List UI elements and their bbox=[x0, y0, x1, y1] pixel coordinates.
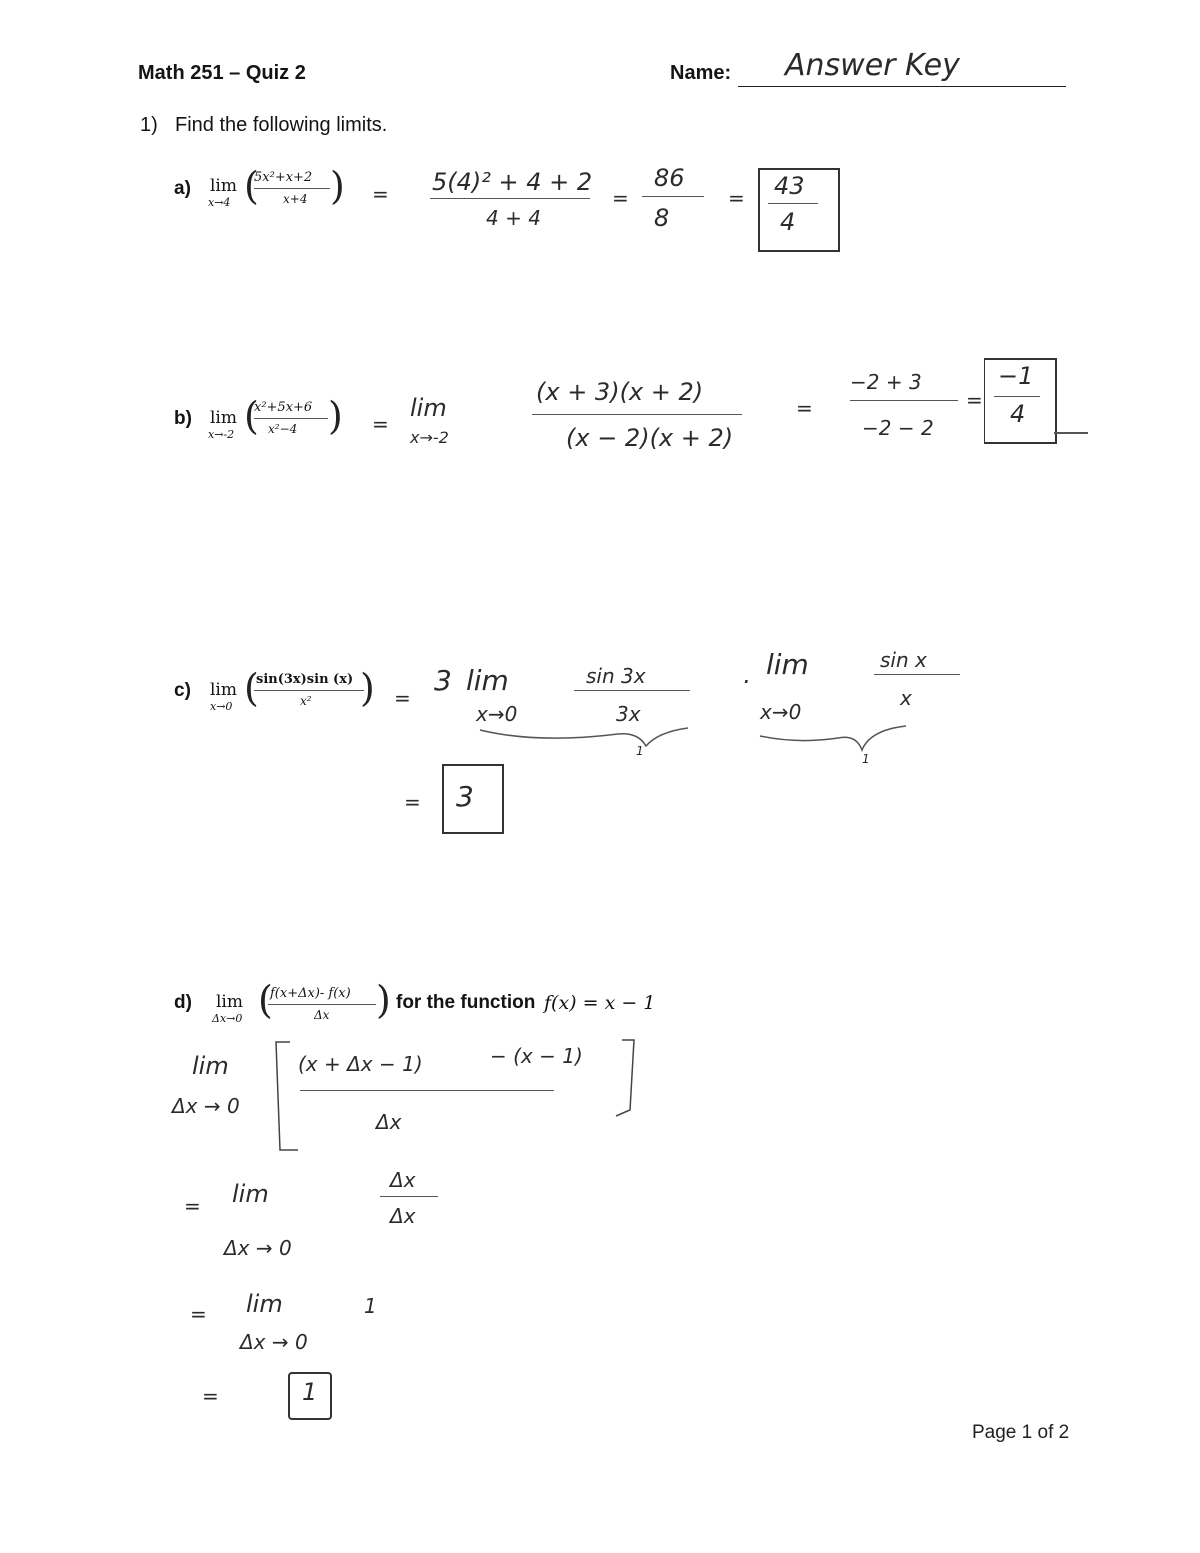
lim-approach: Δx→0 bbox=[212, 1012, 243, 1025]
lim-text: lim bbox=[216, 992, 243, 1012]
equals: = bbox=[372, 412, 389, 436]
fraction-bar bbox=[874, 674, 960, 675]
numerator: f(x+Δx)- f(x) bbox=[270, 986, 351, 1001]
multiply-dot: · bbox=[742, 668, 750, 696]
fraction-bar bbox=[430, 198, 590, 199]
work-denominator: Δx bbox=[376, 1110, 402, 1134]
left-bracket bbox=[276, 1042, 298, 1150]
fraction-bar bbox=[642, 196, 704, 197]
lim-text: lim bbox=[210, 176, 237, 196]
numerator: 5x²+x+2 bbox=[254, 170, 313, 185]
work-lim-approach: Δx → 0 bbox=[240, 1330, 308, 1354]
part-label: d) bbox=[174, 992, 192, 1013]
work-lim-approach: x→0 bbox=[760, 700, 802, 724]
work-lim: lim bbox=[766, 648, 809, 681]
underbrace-value: 1 bbox=[636, 744, 644, 758]
work-lim: lim bbox=[466, 664, 509, 697]
equals: = bbox=[796, 396, 813, 420]
lim-approach: x→0 bbox=[210, 700, 233, 713]
work-lim-approach: x→0 bbox=[476, 702, 518, 726]
right-paren: ) bbox=[376, 978, 391, 1022]
name-value: Answer Key bbox=[785, 48, 960, 83]
denominator: x+4 bbox=[283, 192, 308, 206]
denominator: x²−4 bbox=[268, 422, 298, 436]
course-title: Math 251 – Quiz 2 bbox=[138, 62, 306, 84]
equals: = bbox=[184, 1194, 201, 1218]
answer-denominator: 4 bbox=[780, 208, 796, 236]
lim-approach: x→4 bbox=[208, 196, 231, 209]
name-line bbox=[738, 86, 1066, 87]
page-number: Page 1 of 2 bbox=[972, 1422, 1070, 1443]
work-fraction-denominator: 3x bbox=[616, 702, 641, 726]
fraction-bar bbox=[994, 396, 1040, 397]
underbrace-value: 1 bbox=[862, 752, 870, 766]
answer-denominator: 4 bbox=[1010, 400, 1026, 428]
fraction-bar bbox=[532, 414, 742, 415]
work-fraction-denominator: 8 bbox=[654, 204, 670, 232]
work-fraction-numerator: −2 + 3 bbox=[850, 370, 922, 394]
left-paren: ( bbox=[258, 978, 273, 1022]
part-label: c) bbox=[174, 680, 191, 701]
equals: = bbox=[728, 186, 745, 210]
work-coefficient: 3 bbox=[434, 664, 452, 697]
work-lim-approach: Δx → 0 bbox=[224, 1236, 292, 1260]
underbrace-2 bbox=[760, 726, 906, 750]
name-label: Name: bbox=[670, 62, 732, 84]
denominator: x² bbox=[300, 694, 312, 708]
fraction-bar bbox=[850, 400, 958, 401]
equals: = bbox=[190, 1302, 207, 1326]
function-suffix: for the function bbox=[396, 992, 536, 1013]
work-fraction-denominator: −2 − 2 bbox=[862, 416, 934, 440]
answer-numerator: 43 bbox=[774, 172, 805, 200]
part-label: a) bbox=[174, 178, 191, 199]
fraction-bar bbox=[254, 188, 330, 189]
left-paren: ( bbox=[244, 666, 259, 710]
right-paren: ) bbox=[330, 164, 345, 208]
answer-numerator: −1 bbox=[998, 362, 1034, 390]
work-fraction-denominator: x bbox=[900, 686, 912, 710]
equals: = bbox=[404, 790, 421, 814]
work-numerator: Δx bbox=[390, 1168, 416, 1192]
work-value: 1 bbox=[364, 1294, 377, 1318]
equals: = bbox=[372, 182, 389, 206]
work-fraction-numerator: sin 3x bbox=[586, 664, 646, 688]
equals: = bbox=[612, 186, 629, 210]
work-lim: lim bbox=[232, 1180, 269, 1208]
right-paren: ) bbox=[360, 666, 375, 710]
work-lim: lim bbox=[192, 1052, 229, 1080]
work-numerator-part: − (x − 1) bbox=[490, 1044, 583, 1068]
equals: = bbox=[202, 1384, 219, 1408]
answer-value: 3 bbox=[456, 780, 474, 813]
lim-text: lim bbox=[210, 680, 237, 700]
fraction-bar bbox=[768, 203, 818, 204]
left-paren: ( bbox=[244, 164, 259, 208]
work-lim: lim bbox=[246, 1290, 283, 1318]
fraction-bar bbox=[268, 1004, 376, 1005]
work-denominator: Δx bbox=[390, 1204, 416, 1228]
right-bracket bbox=[616, 1040, 634, 1116]
fraction-bar bbox=[254, 690, 364, 691]
question-number: 1) bbox=[140, 114, 158, 136]
lim-approach: x→-2 bbox=[208, 428, 235, 441]
fraction-bar bbox=[574, 690, 690, 691]
fraction-bar bbox=[300, 1090, 554, 1091]
lim-text: lim bbox=[210, 408, 237, 428]
equals: = bbox=[394, 686, 411, 710]
fraction-bar bbox=[254, 418, 328, 419]
work-lim: lim bbox=[410, 394, 447, 422]
denominator: Δx bbox=[314, 1008, 330, 1022]
fraction-bar bbox=[380, 1196, 438, 1197]
work-substituted-numerator: 5(4)² + 4 + 2 bbox=[432, 168, 593, 196]
numerator: sin(3x)sin (x) bbox=[256, 672, 354, 687]
right-paren: ) bbox=[328, 394, 343, 438]
work-lim-approach: x→-2 bbox=[410, 428, 449, 447]
numerator: x²+5x+6 bbox=[254, 400, 313, 415]
question-prompt: Find the following limits. bbox=[175, 114, 388, 136]
work-fraction-numerator: 86 bbox=[654, 164, 685, 192]
work-factored-numerator: (x + 3)(x + 2) bbox=[536, 378, 704, 406]
work-fraction-numerator: sin x bbox=[880, 648, 927, 672]
box-underline bbox=[1054, 432, 1088, 434]
work-lim-approach: Δx → 0 bbox=[172, 1094, 240, 1118]
work-substituted-denominator: 4 + 4 bbox=[486, 206, 541, 230]
work-numerator-part: (x + Δx − 1) bbox=[298, 1052, 423, 1076]
underbrace-1 bbox=[480, 728, 688, 746]
underbrace-annotations bbox=[478, 722, 918, 772]
part-label: b) bbox=[174, 408, 192, 429]
work-factored-denominator: (x − 2)(x + 2) bbox=[566, 424, 734, 452]
equals: = bbox=[966, 388, 983, 412]
left-paren: ( bbox=[244, 394, 259, 438]
function-definition: f(x) = x − 1 bbox=[544, 992, 656, 1014]
answer-value: 1 bbox=[302, 1378, 318, 1406]
